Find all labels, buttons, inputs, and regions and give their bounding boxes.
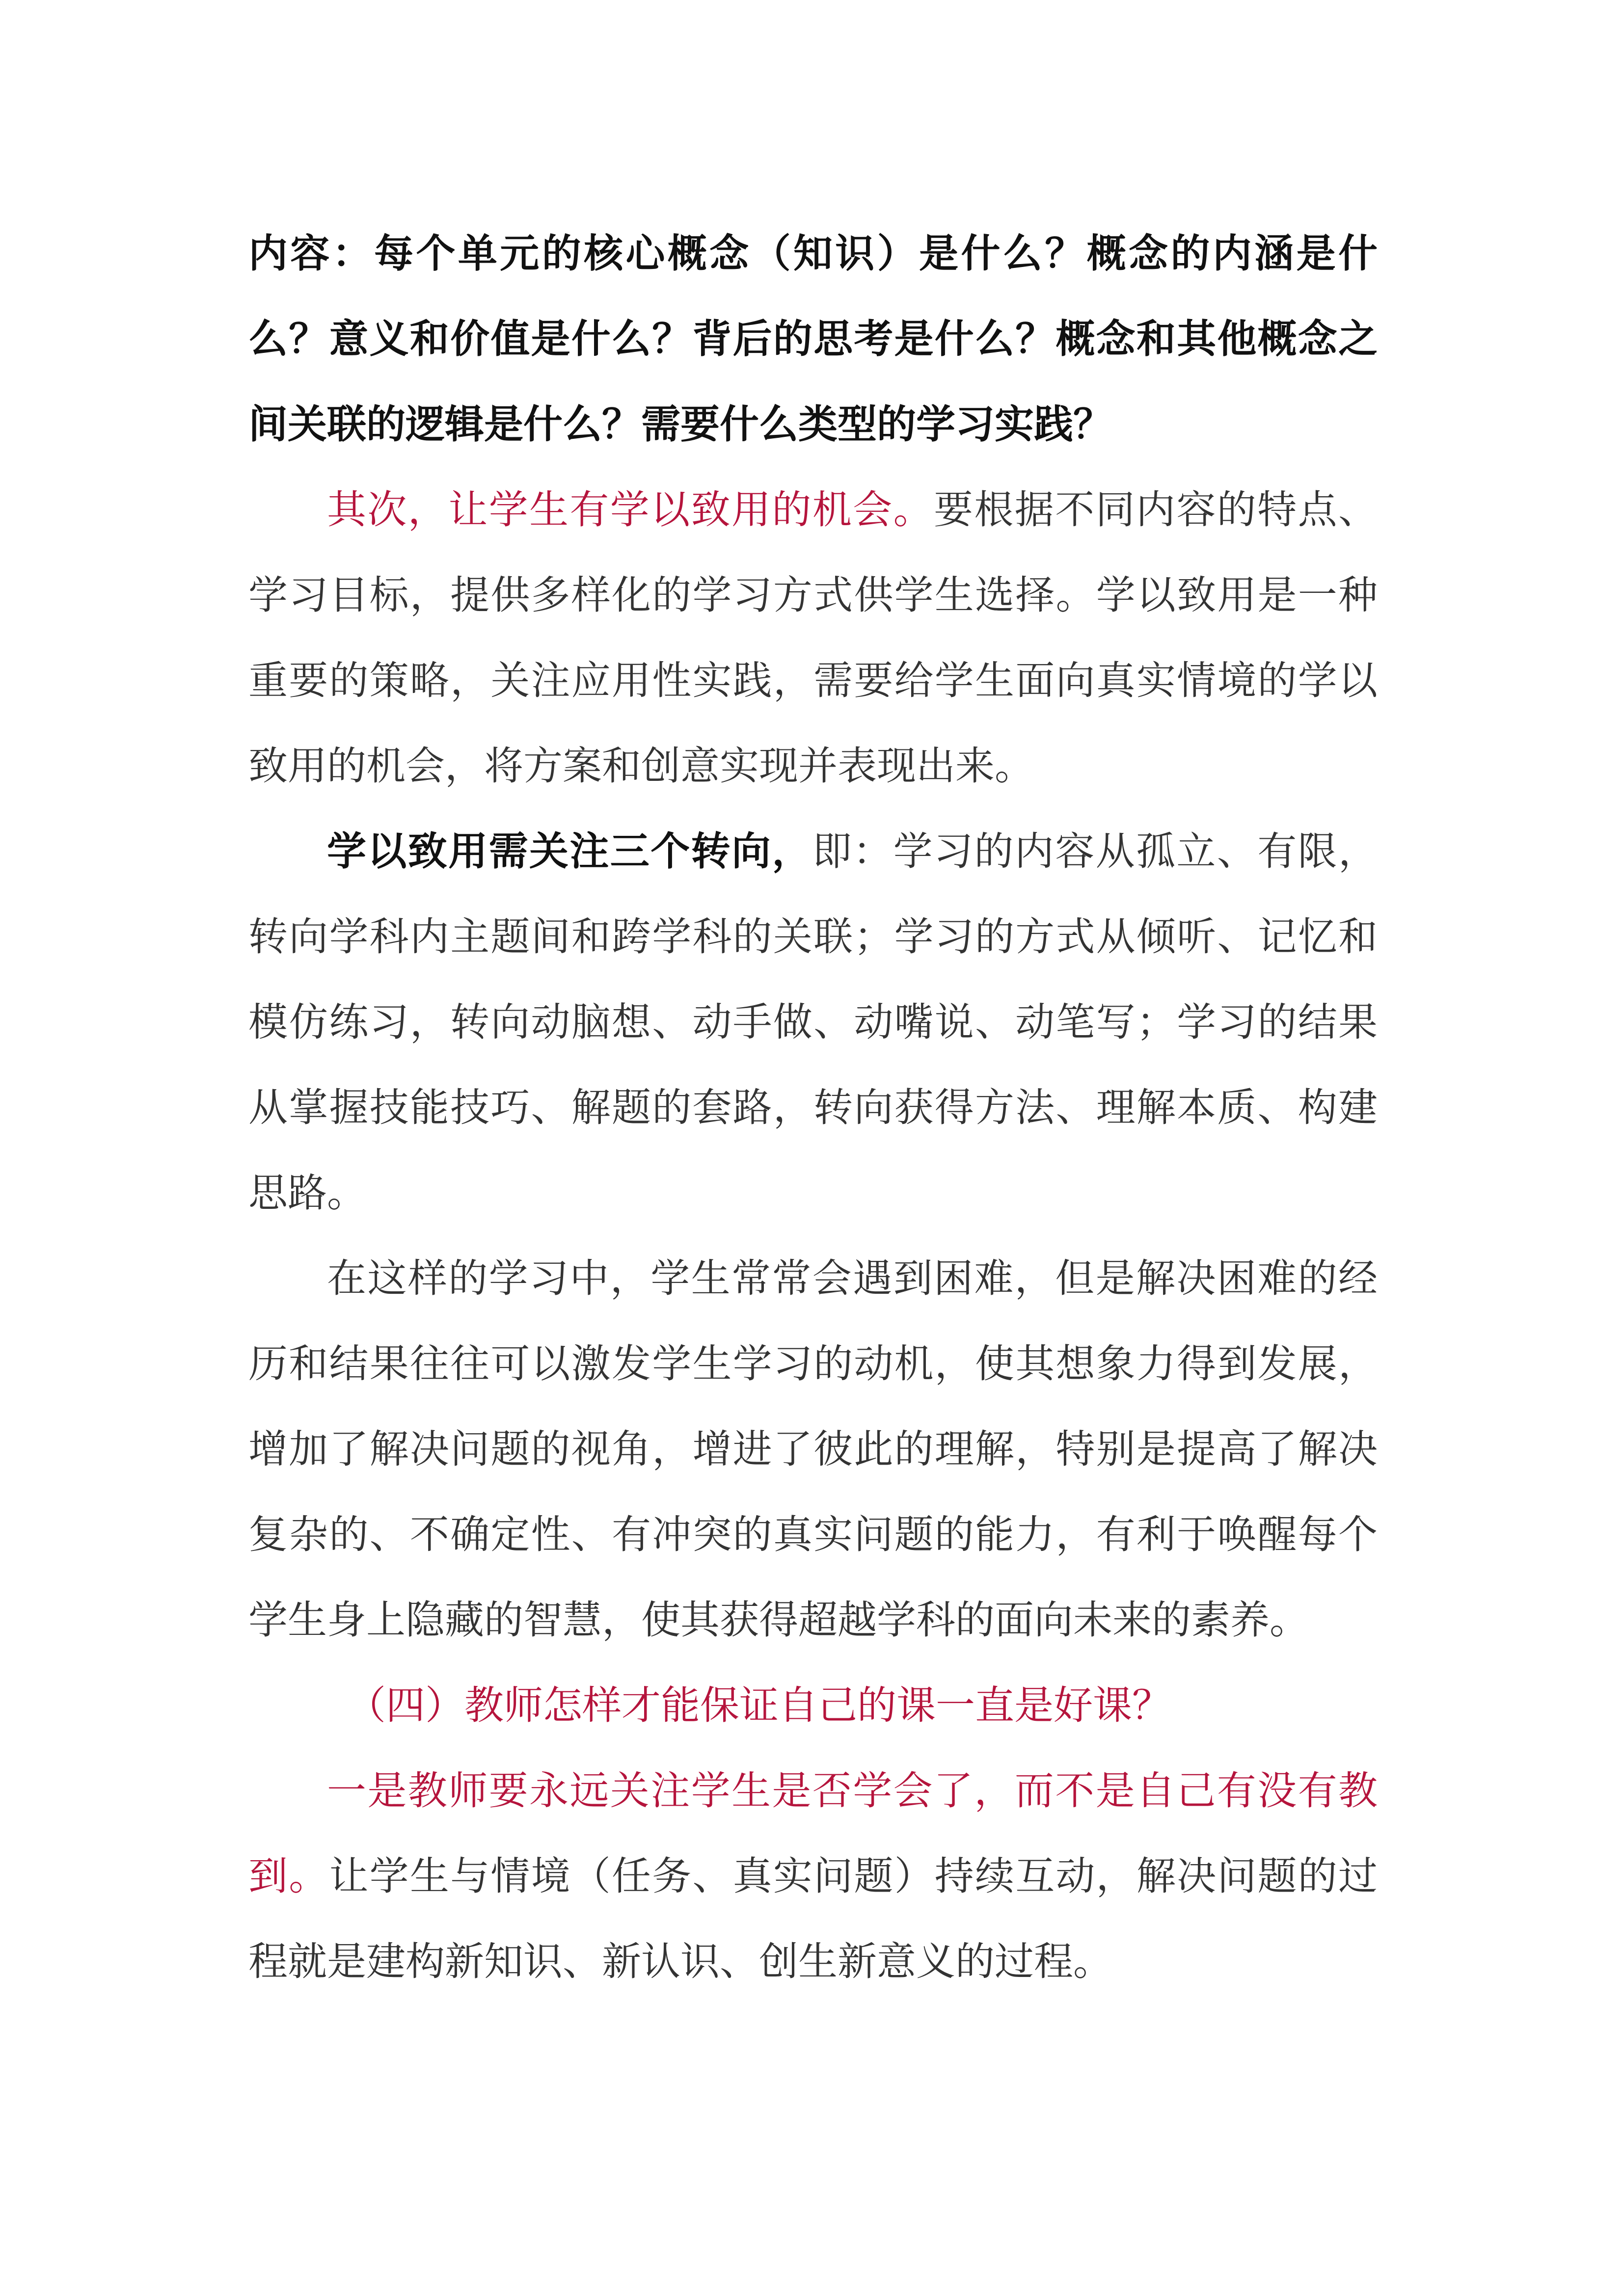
paragraph-three-shifts bbox=[248, 809, 1378, 1236]
paragraph-teacher-focus-body: 让学生与情境（任务、真实问题）持续互动，解决问题的过程就是建构新知识、新认识、创生新意义的过程。 bbox=[248, 1853, 1378, 1984]
paragraph-learning-difficulty: 在这样的学习中，学生常常会遇到困难，但是解决困难的经历和结果往往可以激发学生学习的动机，使其想象力得到发展，增加了解决问题的视角，增进了彼此的理解，特别是提高了解决复杂的、不确定性、有冲突的真实问题的能力，有利于唤醒每个学生身上隐藏的智慧，使其获得超越学科的面向未来的素养。 bbox=[248, 1255, 1378, 1643]
highlight-teacher-focus: 一是教师要永远关注学生是否学会了，而不是自己有没有教到。 bbox=[248, 1768, 1378, 1899]
highlight-three-shifts: 学以致用需关注三个转向， bbox=[327, 828, 812, 874]
paragraph-teacher-focus bbox=[248, 1748, 1378, 2004]
document-body bbox=[248, 211, 1378, 2004]
paragraph-three-shifts-body: 即：学习的内容从孤立、有限，转向学科内主题间和跨学科的关联；学习的方式从倾听、记忆和模仿练习，转向动脑想、动手做、动嘴说、动笔写；学习的结果从掌握技能技巧、解题的套路，转向获得方法、理解本质、构建思路。 bbox=[248, 828, 1378, 1216]
highlight-apply-learning: 其次，让学生有学以致用的机会。 bbox=[327, 487, 934, 533]
section-heading-four: （四）教师怎样才能保证自己的课一直是好课？ bbox=[347, 1682, 1171, 1728]
paragraph-apply-learning bbox=[248, 467, 1378, 809]
paragraph-core-concepts: 内容：每个单元的核心概念（知识）是什么？概念的内涵是什么？意义和价值是什么？背后的思考是什么？概念和其他概念之间关联的逻辑是什么？需要什么类型的学习实践？ bbox=[248, 231, 1378, 447]
paragraph-apply-learning-body: 要根据不同内容的特点、学习目标，提供多样化的学习方式供学生选择。学以致用是一种重要的策略，关注应用性实践，需要给学生面向真实情境的学以致用的机会，将方案和创意实现并表现出来。 bbox=[248, 487, 1378, 789]
